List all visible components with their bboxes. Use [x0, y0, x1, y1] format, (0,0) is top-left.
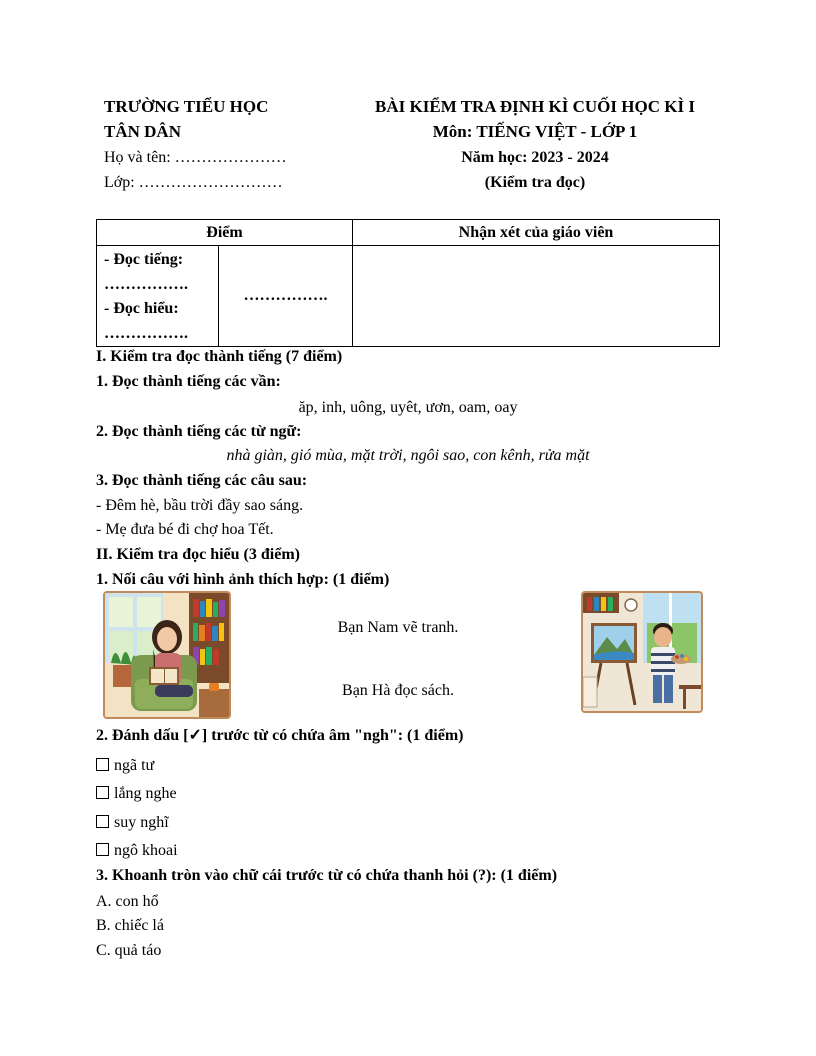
- option-ngo-khoai[interactable]: [96, 841, 178, 861]
- choice-a[interactable]: A. con hổ: [96, 893, 159, 910]
- exam-title: BÀI KIỂM TRA ĐỊNH KÌ CUỐI HỌC KÌ I: [375, 97, 695, 116]
- doc-tieng-label: - Đọc tiếng:: [104, 251, 184, 268]
- match-sentence-nam[interactable]: Bạn Nam vẽ tranh.: [337, 619, 459, 636]
- checkbox-icon[interactable]: [96, 843, 109, 856]
- section2-q2-title: 2. Đánh dấu [✓] trước từ có chứa âm "ngh": (1 điểm): [96, 727, 464, 744]
- section1-q1-title: 1. Đọc thành tiếng các vần:: [96, 373, 281, 390]
- checkbox-icon[interactable]: [96, 758, 109, 771]
- comment-header: Nhận xét của giáo viên: [353, 220, 720, 246]
- section1-q1-content: ăp, inh, uông, uyêt, ươn, oam, oay: [298, 399, 518, 416]
- score-detail-cell: [97, 246, 219, 347]
- choice-c[interactable]: C. quả táo: [96, 942, 162, 959]
- option-nga-tu[interactable]: [96, 756, 154, 776]
- section1-q2-content: nhà giàn, gió mùa, mặt trời, ngôi sao, con kênh, rửa mặt: [226, 447, 590, 464]
- match-sentence-ha[interactable]: Bạn Hà đọc sách.: [342, 682, 454, 699]
- boy-painting-image[interactable]: [581, 591, 703, 713]
- girl-reading-illustration: [105, 593, 229, 717]
- checkbox-icon[interactable]: [96, 786, 109, 799]
- section1-q3-title: 3. Đọc thành tiếng các câu sau:: [96, 472, 308, 489]
- girl-reading-image[interactable]: [103, 591, 231, 719]
- choice-b[interactable]: B. chiếc lá: [96, 917, 164, 934]
- boy-painting-illustration: [583, 593, 701, 711]
- option-label: ngã tư: [114, 757, 155, 774]
- exam-subject: Môn: TIẾNG VIỆT - LỚP 1: [432, 122, 638, 141]
- score-total-dots: …………….: [243, 287, 328, 304]
- section1-title: I. Kiểm tra đọc thành tiếng (7 điểm): [96, 348, 343, 365]
- option-label: suy nghĩ: [114, 814, 169, 831]
- option-lang-nghe[interactable]: [96, 784, 177, 804]
- doc-tieng-dots[interactable]: …………….: [104, 275, 188, 293]
- score-header: Điểm: [97, 220, 353, 246]
- exam-type: (Kiểm tra đọc): [484, 174, 586, 191]
- score-table: [96, 219, 720, 347]
- checkbox-icon[interactable]: [96, 815, 109, 828]
- exam-year: Năm học: 2023 - 2024: [461, 149, 609, 166]
- score-total-cell[interactable]: [219, 246, 353, 347]
- section1-q3-sentence2: - Mẹ đưa bé đi chợ hoa Tết.: [96, 521, 274, 538]
- section2-q3-title: 3. Khoanh tròn vào chữ cái trước từ có chứa thanh hỏi (?): (1 điểm): [96, 867, 558, 884]
- option-label: lắng nghe: [114, 785, 177, 802]
- section1-q3-sentence1: - Đêm hè, bầu trời đầy sao sáng.: [96, 497, 304, 514]
- school-name-line1: TRƯỜNG TIỂU HỌC: [104, 97, 269, 116]
- section2-q1-title: 1. Nối câu với hình ảnh thích hợp: (1 điểm): [96, 571, 390, 588]
- doc-hieu-dots[interactable]: …………….: [104, 324, 188, 342]
- doc-hieu-label: - Đọc hiểu:: [104, 300, 179, 317]
- option-label: ngô khoai: [114, 842, 178, 859]
- student-class-field[interactable]: Lớp: ………………………: [104, 174, 283, 191]
- school-name-line2: TÂN DÂN: [104, 122, 181, 141]
- comment-cell[interactable]: [353, 246, 720, 347]
- section1-q2-title: 2. Đọc thành tiếng các từ ngữ:: [96, 423, 302, 440]
- option-suy-nghi[interactable]: [96, 813, 169, 833]
- section2-title: II. Kiểm tra đọc hiểu (3 điểm): [96, 546, 300, 563]
- student-name-field[interactable]: Họ và tên: …………………: [104, 149, 287, 166]
